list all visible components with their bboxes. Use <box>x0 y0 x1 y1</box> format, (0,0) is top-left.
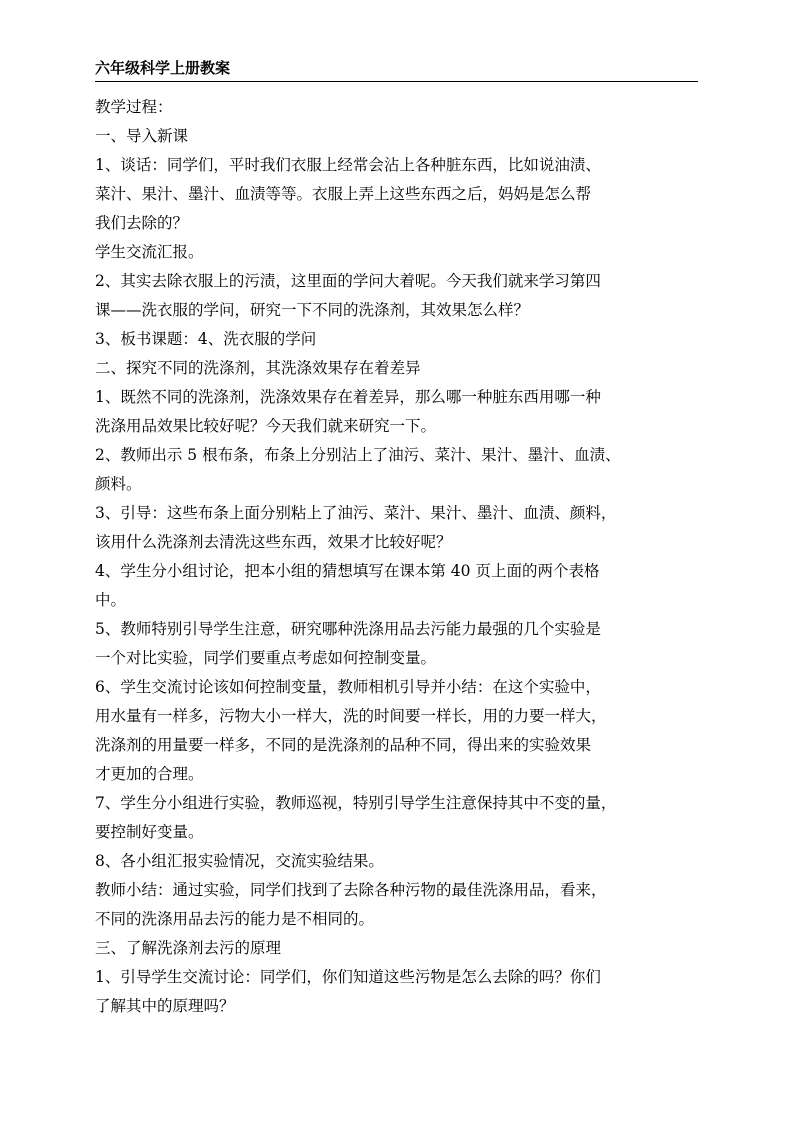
text-line: 4、学生分小组讨论，把本小组的猜想填写在课本第 40 页上面的两个表格 <box>95 562 600 580</box>
text-line: 了解其中的原理吗？ <box>95 997 235 1015</box>
text-line: 6、学生交流讨论该如何控制变量，教师相机引导并小结：在这个实验中， <box>95 678 601 696</box>
text-line: 中。 <box>95 591 127 609</box>
page-header <box>95 57 698 82</box>
text-line: 2、其实去除衣服上的污渍，这里面的学问大着呢。今天我们就来学习第四 <box>95 272 601 290</box>
text-line: 教师小结：通过实验，同学们找到了去除各种污物的最佳洗涤用品，看来， <box>95 881 607 899</box>
text-line: 5、教师特别引导学生注意，研究哪种洗涤用品去污能力最强的几个实验是 <box>95 620 601 638</box>
text-line: 我们去除的？ <box>95 214 189 232</box>
document-body <box>95 93 705 1021</box>
text-line: 才更加的合理。 <box>95 765 204 783</box>
text-line: 7、学生分小组进行实验，教师巡视，特别引导学生注意保持其中不变的量， <box>95 794 617 812</box>
text-line: 教学过程： <box>95 98 173 116</box>
text-line: 3、引导：这些布条上面分别粘上了油污、菜汁、果汁、墨汁、血渍、颜料， <box>95 504 617 522</box>
text-line: 2、教师出示 5 根布条，布条上分别沾上了油污、菜汁、果汁、墨汁、血渍、 <box>95 446 621 464</box>
text-line: 1、谈话：同学们，平时我们衣服上经常会沾上各种脏东西，比如说油渍、 <box>95 156 601 174</box>
text-line: 用水量有一样多，污物大小一样大，洗的时间要一样长，用的力要一样大， <box>95 707 607 725</box>
text-line: 二、探究不同的洗涤剂，其洗涤效果存在着差异 <box>95 359 421 377</box>
text-line: 学生交流汇报。 <box>95 243 204 261</box>
text-line: 8、各小组汇报实验情况，交流实验结果。 <box>95 852 384 870</box>
text-line: 1、既然不同的洗涤剂，洗涤效果存在着差异，那么哪一种脏东西用哪一种 <box>95 388 601 406</box>
header-title: 六年级科学上册教案 <box>95 59 231 77</box>
text-line: 菜汁、果汁、墨汁、血渍等等。衣服上弄上这些东西之后，妈妈是怎么帮 <box>95 185 592 203</box>
text-line: 不同的洗涤用品去污的能力是不相同的。 <box>95 910 375 928</box>
text-line: 三、了解洗涤剂去污的原理 <box>95 939 282 957</box>
text-line: 要控制好变量。 <box>95 823 204 841</box>
text-line: 课——洗衣服的学问，研究一下不同的洗涤剂，其效果怎么样？ <box>95 301 530 319</box>
text-line: 一、导入新课 <box>95 127 189 145</box>
text-line: 该用什么洗涤剂去清洗这些东西，效果才比较好呢？ <box>95 533 452 551</box>
text-line: 洗涤用品效果比较好呢？今天我们就来研究一下。 <box>95 417 437 435</box>
text-line: 洗涤剂的用量要一样多，不同的是洗涤剂的品种不同，得出来的实验效果 <box>95 736 592 754</box>
text-line: 颜料。 <box>95 475 142 493</box>
text-line: 3、板书课题：4、洗衣服的学问 <box>95 330 317 348</box>
text-line: 1、引导学生交流讨论：同学们，你们知道这些污物是怎么去除的吗？你们 <box>95 968 601 986</box>
text-line: 一个对比实验，同学们要重点考虑如何控制变量。 <box>95 649 437 667</box>
